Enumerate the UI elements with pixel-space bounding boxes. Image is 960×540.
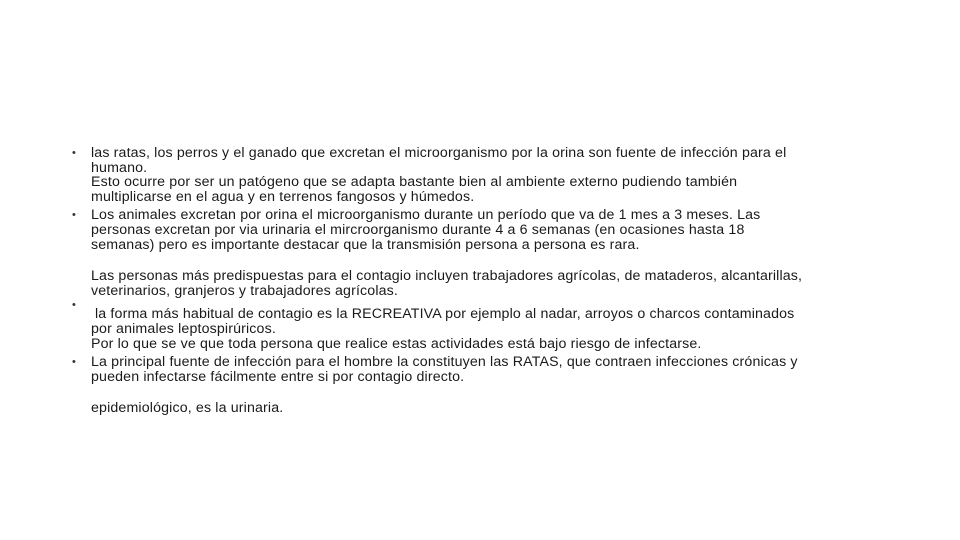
item-4-line-2: pueden infectarse fácilmente entre si por contagio directo.	[91, 368, 465, 385]
closing-line-1: epidemiológico, es la urinaria.	[91, 400, 284, 417]
bullet-marker: •	[72, 209, 77, 222]
item-1-line-3: Esto ocurre por ser un patógeno que se adapta bastante bien al ambiente externo pudiendo también	[91, 174, 738, 191]
item-1-line-1: las ratas, los perros y el ganado que excretan el microorganismo por la orina son fuente de infección para el	[91, 145, 787, 161]
item-2-line-1: Los animales excretan por orina el microorganismo durante un período que va de 1 mes a 3 meses. Las	[91, 207, 761, 224]
item-2-line-2: personas excretan por via urinaria el mircroorganismo durante 4 a 6 semanas (en ocasiones hasta 18	[91, 221, 745, 238]
item-3-pre-line-2: veterinarios, granjeros y trabajadores agrícolas.	[91, 282, 399, 299]
bullet-marker: •	[72, 299, 77, 312]
item-2-line-3: semanas) pero es importante destacar que la transmisión persona a persona es rara.	[91, 236, 640, 253]
list-item-2	[72, 208, 902, 252]
bullet-marker: •	[72, 147, 77, 159]
item-1-line-4: multiplicarse en el agua y en terrenos fangosos y húmedos.	[91, 188, 475, 205]
bullet-list	[72, 146, 902, 416]
item-1-line-2: humano.	[91, 159, 148, 176]
closing-text	[72, 401, 902, 416]
list-item-4	[72, 355, 902, 384]
item-3-preamble	[72, 269, 902, 298]
item-3-line-3: Por lo que se ve que toda persona que realice estas actividades está bajo riesgo de infectarse.	[91, 335, 702, 352]
item-3-pre-line-1: Las personas más predispuestas para el contagio incluyen trabajadores agrícolas, de mataderos, alcantarillas,	[91, 268, 803, 285]
item-3-line-2: por animales leptospirúricos.	[91, 320, 276, 337]
list-item-3	[72, 299, 902, 352]
list-item-1	[72, 146, 902, 204]
item-3-line-1: la forma más habitual de contagio es la RECREATIVA por ejemplo al nadar, arroyos o charcos contaminados	[95, 306, 795, 323]
bullet-marker: •	[72, 356, 77, 369]
item-4-line-1: La principal fuente de infección para el hombre la constituyen las RATAS, que contraen infecciones crónicas y	[91, 354, 798, 371]
